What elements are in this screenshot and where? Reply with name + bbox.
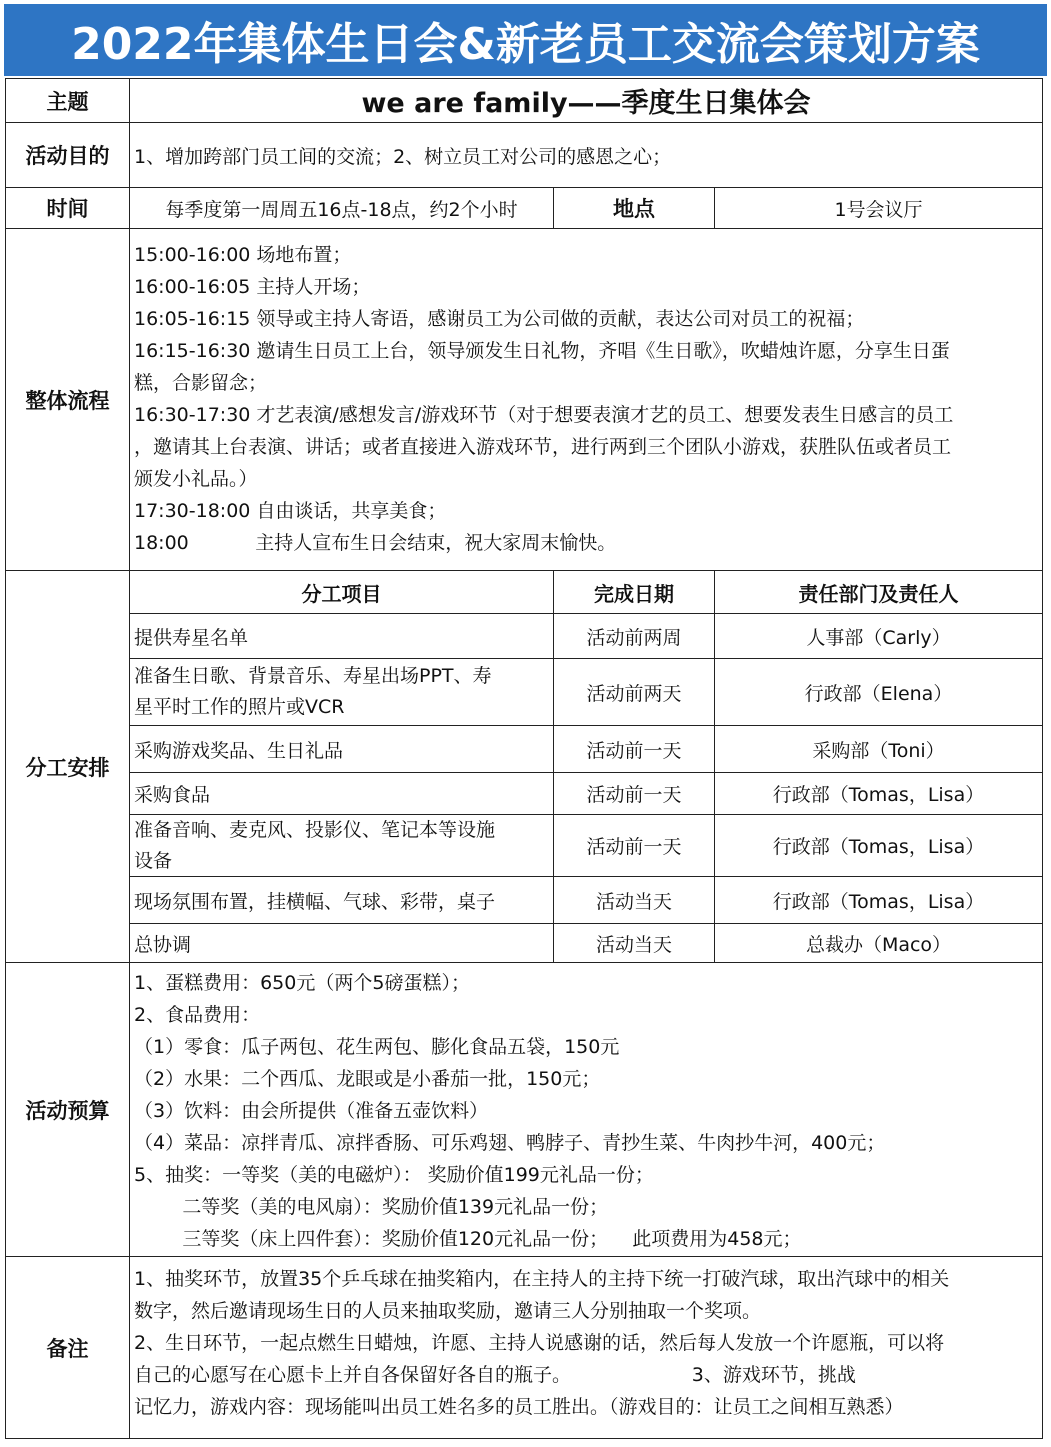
time-value: 每季度第一周周五16点-18点，约2个小时 [129, 187, 554, 229]
table-row-date: 活动当天 [553, 923, 715, 963]
flow-line: 颁发小礼品。） [134, 468, 258, 490]
budget-label: 活动预算 [5, 962, 130, 1257]
notes-content [129, 1256, 1043, 1439]
budget-line: 2、食品费用： [134, 1004, 261, 1026]
theme-value: we are family——季度生日集体会 [129, 78, 1043, 123]
theme-label: 主题 [5, 78, 130, 123]
table-row-task: 总协调 [129, 923, 554, 963]
flow-line: 16:00-16:05 主持人开场； [134, 276, 371, 298]
budget-line: 5、抽奖：一等奖（美的电磁炉）： 奖励价值199元礼品一份； [134, 1164, 654, 1186]
table-row-date: 活动前一天 [553, 814, 715, 877]
table-row-owner: 人事部（Carly） [714, 613, 1043, 659]
page-title: 2022年集体生日会&新老员工交流会策划方案 [4, 4, 1047, 76]
budget-content [129, 962, 1043, 1257]
task-line: 准备生日歌、背景音乐、寿星出场PPT、寿 [134, 665, 492, 687]
budget-line: （3）饮料：由会所提供（准备五壶饮料） [134, 1100, 489, 1122]
table-row-owner: 采购部（Toni） [714, 725, 1043, 773]
flow-line: 16:05-16:15 领导或主持人寄语，感谢员工为公司做的贡献，表达公司对员工的祝福； [134, 308, 865, 330]
notes-line: 数字，然后邀请现场生日的人员来抽取奖励，邀请三人分别抽取一个奖项。 [134, 1300, 762, 1322]
table-row-task [129, 658, 554, 726]
flow-line: 16:30-17:30 才艺表演/感想发言/游戏环节（对于想要表演才艺的员工、想要发表生日感言的员工 [134, 404, 954, 426]
place-label: 地点 [553, 187, 715, 229]
division-label: 分工安排 [5, 570, 130, 963]
time-label: 时间 [5, 187, 130, 229]
notes-line: 2、生日环节，一起点燃生日蜡烛，许愿、主持人说感谢的话，然后每人发放一个许愿瓶，可以将 [134, 1332, 945, 1354]
table-row-task: 现场氛围布置，挂横幅、气球、彩带，桌子 [129, 876, 554, 924]
budget-line: （2）水果：二个西瓜、龙眼或是小番茄一批，150元； [134, 1068, 601, 1090]
table-row-owner: 行政部（Elena） [714, 658, 1043, 726]
table-row-date: 活动前两天 [553, 658, 715, 726]
table-row-task: 提供寿星名单 [129, 613, 554, 659]
flow-line: 16:15-16:30 邀请生日员工上台，领导颁发生日礼物，齐唱《生日歌》，吹蜡烛许愿，分享生日蛋 [134, 340, 950, 362]
flow-content [129, 228, 1043, 571]
place-value: 1号会议厅 [714, 187, 1043, 229]
budget-line: （4）菜品：凉拌青瓜、凉拌香肠、可乐鸡翅、鸭脖子、青抄生菜、牛肉抄牛河，400元； [134, 1132, 886, 1154]
budget-line: 二等奖（美的电风扇）：奖励价值139元礼品一份； [134, 1196, 609, 1218]
budget-line: 1、蛋糕费用：650元（两个5磅蛋糕）； [134, 972, 470, 994]
division-header-date: 完成日期 [553, 570, 715, 614]
flow-line: 糕，合影留念； [134, 372, 268, 394]
purpose-label: 活动目的 [5, 122, 130, 188]
table-row-date: 活动当天 [553, 876, 715, 924]
table-row-task [129, 814, 554, 877]
division-header-owner: 责任部门及责任人 [714, 570, 1043, 614]
table-row-date: 活动前两周 [553, 613, 715, 659]
table-row-date: 活动前一天 [553, 725, 715, 773]
table-row-task: 采购食品 [129, 772, 554, 815]
notes-label: 备注 [5, 1256, 130, 1439]
task-line: 星平时工作的照片或VCR [134, 696, 345, 718]
flow-line: 17:30-18:00 自由谈话，共享美食； [134, 500, 447, 522]
table-row-owner: 行政部（Tomas，Lisa） [714, 814, 1043, 877]
table-row-date: 活动前一天 [553, 772, 715, 815]
table-row-owner: 行政部（Tomas，Lisa） [714, 876, 1043, 924]
flow-label: 整体流程 [5, 228, 130, 571]
notes-line: 记忆力，游戏内容：现场能叫出员工姓名多的员工胜出。（游戏目的：让员工之间相互熟悉） [134, 1396, 904, 1418]
flow-line: 15:00-16:00 场地布置； [134, 244, 352, 266]
purpose-value: 1、增加跨部门员工间的交流；2、树立员工对公司的感恩之心； [129, 122, 1043, 188]
task-line: 设备 [134, 850, 173, 872]
division-header-task: 分工项目 [129, 570, 554, 614]
table-row-owner: 行政部（Tomas，Lisa） [714, 772, 1043, 815]
flow-line: 18:00 主持人宣布生日会结束，祝大家周末愉快。 [134, 532, 617, 554]
table-row-task: 采购游戏奖品、生日礼品 [129, 725, 554, 773]
notes-line: 自己的心愿写在心愿卡上并自各保留好各自的瓶子。 3、游戏环节，挑战 [134, 1364, 856, 1386]
table-row-owner: 总裁办（Maco） [714, 923, 1043, 963]
notes-line: 1、抽奖环节，放置35个乒乓球在抽奖箱内，在主持人的主持下统一打破汽球，取出汽球中的相关 [134, 1268, 950, 1290]
flow-line: ，邀请其上台表演、讲话；或者直接进入游戏环节，进行两到三个团队小游戏，获胜队伍或者员工 [134, 436, 952, 458]
task-line: 准备音响、麦克风、投影仪、笔记本等设施 [134, 819, 496, 841]
budget-line: （1）零食：瓜子两包、花生两包、膨化食品五袋，150元 [134, 1036, 620, 1058]
budget-line: 三等奖（床上四件套）：奖励价值120元礼品一份； 此项费用为458元； [134, 1228, 802, 1250]
